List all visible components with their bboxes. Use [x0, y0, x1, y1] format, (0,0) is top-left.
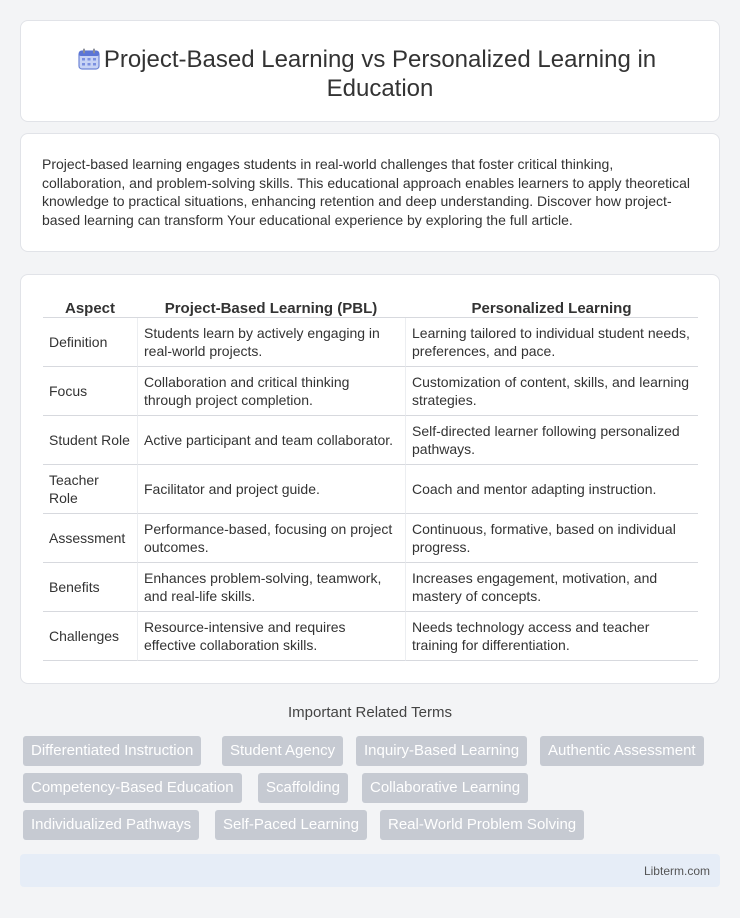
- row-personalized: Coach and mentor adapting instruction.: [405, 465, 698, 514]
- row-personalized: Customization of content, skills, and learning strategies.: [405, 367, 698, 416]
- footer-site-link[interactable]: Libterm.com: [643, 864, 710, 878]
- related-term-tag[interactable]: Competency-Based Education: [23, 773, 242, 803]
- row-pbl: Students learn by actively engaging in real-world projects.: [137, 318, 405, 367]
- row-personalized: Learning tailored to individual student needs, preferences, and pace.: [405, 318, 698, 367]
- table-row: [43, 514, 698, 563]
- table-row: [43, 465, 698, 514]
- table-row: [43, 318, 698, 367]
- intro-text: Project-based learning engages students in real-world challenges that foster critical thinking, collaboration, and problem-solving skills. This educational approach enables learners to apply theoretical knowledge to practical situations, enhancing retention and deep understanding. Discover how project-based learning can transform Your educational experience by exploring the full article.: [42, 156, 691, 228]
- row-pbl: Resource-intensive and requires effective collaboration skills.: [137, 612, 405, 661]
- comparison-card: [20, 274, 720, 684]
- row-personalized: Needs technology access and teacher training for differentiation.: [405, 612, 698, 661]
- table-row: [43, 367, 698, 416]
- table-header-row: [43, 296, 698, 318]
- related-term-tag[interactable]: Differentiated Instruction: [23, 736, 201, 766]
- related-terms-title: Important Related Terms: [288, 704, 452, 721]
- table-row: [43, 612, 698, 661]
- header-card: [20, 20, 720, 122]
- related-term-tag[interactable]: Self-Paced Learning: [215, 810, 367, 840]
- page-title: Project-Based Learning vs Personalized Learning in Education: [103, 46, 657, 102]
- related-term-tag[interactable]: Student Agency: [222, 736, 343, 766]
- header-personalized: Personalized Learning: [405, 296, 698, 318]
- row-pbl: Collaboration and critical thinking through project completion.: [137, 367, 405, 416]
- footer-bar: [20, 854, 720, 887]
- related-term-tag[interactable]: Real-World Problem Solving: [380, 810, 584, 840]
- row-pbl: Enhances problem-solving, teamwork, and real-life skills.: [137, 563, 405, 612]
- related-term-tag[interactable]: Scaffolding: [258, 773, 348, 803]
- comparison-table: [43, 296, 698, 661]
- row-pbl: Performance-based, focusing on project outcomes.: [137, 514, 405, 563]
- intro-card: [20, 133, 720, 252]
- row-aspect: Benefits: [43, 563, 137, 612]
- row-aspect: Teacher Role: [43, 465, 137, 514]
- row-aspect: Student Role: [43, 416, 137, 465]
- row-pbl: Active participant and team collaborator.: [137, 416, 405, 465]
- row-personalized: Continuous, formative, based on individual progress.: [405, 514, 698, 563]
- related-term-tag[interactable]: Inquiry-Based Learning: [356, 736, 527, 766]
- related-term-tag[interactable]: Individualized Pathways: [23, 810, 199, 840]
- related-term-tag[interactable]: Authentic Assessment: [540, 736, 704, 766]
- header-pbl: Project-Based Learning (PBL): [137, 296, 405, 318]
- row-aspect: Challenges: [43, 612, 137, 661]
- row-aspect: Assessment: [43, 514, 137, 563]
- table-row: [43, 416, 698, 465]
- row-pbl: Facilitator and project guide.: [137, 465, 405, 514]
- row-personalized: Self-directed learner following personalized pathways.: [405, 416, 698, 465]
- related-term-tag[interactable]: Collaborative Learning: [362, 773, 528, 803]
- row-aspect: Focus: [43, 367, 137, 416]
- row-aspect: Definition: [43, 318, 137, 367]
- row-personalized: Increases engagement, motivation, and mastery of concepts.: [405, 563, 698, 612]
- table-row: [43, 563, 698, 612]
- header-aspect: Aspect: [43, 296, 137, 318]
